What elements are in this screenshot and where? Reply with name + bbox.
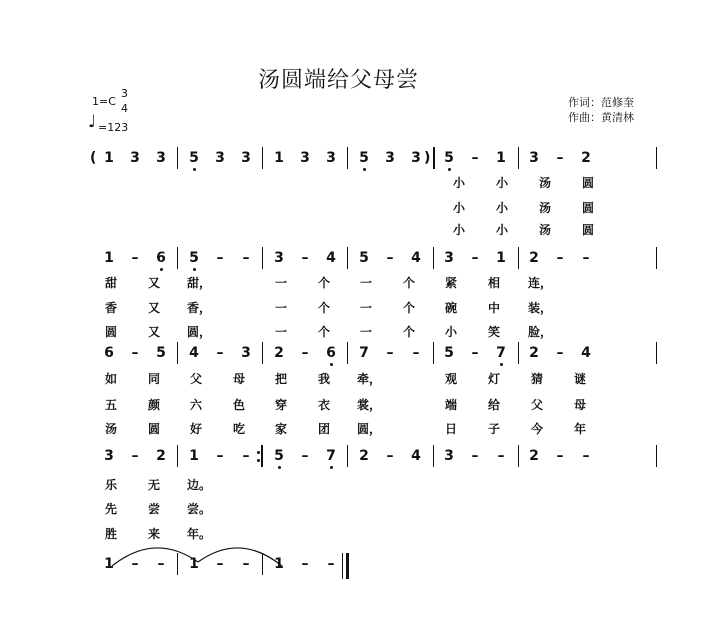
octave-dot [500, 363, 503, 366]
lyric-char: 尝。 [187, 502, 212, 516]
lyric-char: 甜 [104, 276, 117, 290]
note-numeral: 3 [444, 448, 454, 464]
octave-dot [193, 168, 196, 171]
duration-dash: – [301, 556, 309, 572]
lyric-char: 年。 [187, 527, 212, 541]
lyric-char: 个 [402, 276, 415, 290]
lyric-char: 尝 [147, 502, 160, 516]
time-signature-bottom: 4 [121, 102, 128, 115]
note-numeral: 1 [274, 556, 284, 572]
lyric-char: 圆 [147, 422, 160, 436]
note-numeral: 6 [326, 345, 336, 361]
note-numeral: 4 [189, 345, 199, 361]
bar-line [433, 445, 434, 467]
note-numeral: 7 [326, 448, 336, 464]
lyric-char: 父 [189, 372, 202, 386]
lyric-char: 汤 [104, 422, 117, 436]
note-numeral: 4 [411, 250, 421, 266]
lyric-char: 母 [232, 372, 245, 386]
note-numeral: 3 [241, 345, 251, 361]
bar-line [433, 342, 434, 364]
lyric-char: 同 [147, 372, 160, 386]
bar-line [177, 553, 178, 575]
note-numeral: 2 [529, 448, 539, 464]
duration-dash: – [412, 345, 420, 361]
repeat-bar [433, 147, 435, 169]
note-numeral: 3 [241, 150, 251, 166]
bar-line [177, 147, 178, 169]
duration-dash: – [242, 250, 250, 266]
note-numeral: 4 [326, 250, 336, 266]
bar-line [347, 147, 348, 169]
duration-dash: – [131, 448, 139, 464]
song-title: 汤圆端给父母尝 [258, 68, 420, 93]
duration-dash: – [582, 448, 590, 464]
lyric-char: 衣 [317, 398, 330, 412]
note-numeral: 3 [529, 150, 539, 166]
bar-line [518, 342, 519, 364]
lyric-char: 小 [452, 223, 465, 237]
bar-line [262, 147, 263, 169]
duration-dash: – [386, 345, 394, 361]
lyric-char: 我 [317, 372, 330, 386]
lyric-char: 圆， [357, 422, 382, 436]
note-numeral: 2 [581, 150, 591, 166]
duration-dash: – [131, 556, 139, 572]
duration-dash: – [301, 345, 309, 361]
lyric-char: 家 [274, 422, 287, 436]
time-signature-top: 3 [121, 87, 128, 100]
lyric-char: 小 [495, 201, 508, 215]
lyric-char: 日 [444, 422, 457, 436]
intro-close-paren: ) [424, 150, 431, 166]
bar-line [656, 247, 657, 269]
lyric-char: 圆， [187, 325, 212, 339]
note-numeral: 4 [581, 345, 591, 361]
note-numeral: 1 [104, 150, 114, 166]
duration-dash: – [327, 556, 335, 572]
note-numeral: 5 [444, 150, 454, 166]
final-bar-thin [342, 553, 343, 579]
note-numeral: 5 [359, 250, 369, 266]
note-numeral: 5 [189, 150, 199, 166]
duration-dash: – [301, 448, 309, 464]
lyric-char: 一 [274, 325, 287, 339]
note-numeral: 3 [444, 250, 454, 266]
lyric-char: 一 [274, 301, 287, 315]
final-bar-thick [346, 553, 349, 579]
lyric-char: 汤 [538, 201, 551, 215]
lyric-char: 脸， [528, 325, 553, 339]
note-numeral: 2 [359, 448, 369, 464]
note-numeral: 5 [274, 448, 284, 464]
lyric-char: 穿 [274, 398, 287, 412]
bar-line [656, 342, 657, 364]
lyric-char: 又 [147, 276, 160, 290]
note-numeral: 5 [444, 345, 454, 361]
note-numeral: 4 [411, 448, 421, 464]
duration-dash: – [471, 150, 479, 166]
duration-dash: – [216, 556, 224, 572]
lyric-char: 把 [274, 372, 287, 386]
lyric-char: 香， [187, 301, 212, 315]
octave-dot [193, 268, 196, 271]
duration-dash: – [556, 345, 564, 361]
note-numeral: 2 [529, 250, 539, 266]
duration-dash: – [386, 448, 394, 464]
duration-dash: – [471, 250, 479, 266]
lyric-char: 个 [317, 301, 330, 315]
note-numeral: 1 [496, 150, 506, 166]
lyric-char: 连， [528, 276, 553, 290]
note-numeral: 3 [385, 150, 395, 166]
lyric-char: 一 [274, 276, 287, 290]
duration-dash: – [131, 250, 139, 266]
lyric-char: 甜， [187, 276, 212, 290]
note-numeral: 3 [130, 150, 140, 166]
lyric-char: 一 [359, 301, 372, 315]
bar-line [262, 247, 263, 269]
lyric-char: 今 [530, 422, 543, 436]
note-numeral: 3 [215, 150, 225, 166]
note-numeral: 1 [274, 150, 284, 166]
intro-open-paren: ( [90, 150, 97, 166]
lyric-char: 母 [573, 398, 586, 412]
octave-dot [363, 168, 366, 171]
key-signature: 1=C [92, 95, 116, 108]
lyric-char: 灯 [487, 372, 500, 386]
duration-dash: – [242, 556, 250, 572]
lyric-char: 乐 [104, 478, 117, 492]
duration-dash: – [556, 150, 564, 166]
tempo-marking: =123 [98, 121, 129, 134]
duration-dash: – [471, 345, 479, 361]
lyric-char: 六 [189, 398, 202, 412]
lyricist-credit: 作词：范修奎 [568, 96, 634, 109]
bar-line [518, 247, 519, 269]
lyric-char: 颜 [147, 398, 160, 412]
lyric-char: 谜 [573, 372, 586, 386]
lyric-char: 猜 [530, 372, 543, 386]
lyric-char: 中 [487, 301, 500, 315]
lyric-char: 小 [495, 223, 508, 237]
lyric-char: 五 [104, 398, 117, 412]
bar-line [347, 247, 348, 269]
lyric-char: 色 [232, 398, 245, 412]
duration-dash: – [386, 250, 394, 266]
lyric-char: 小 [444, 325, 457, 339]
octave-dot [448, 168, 451, 171]
octave-dot [330, 363, 333, 366]
lyric-char: 小 [452, 176, 465, 190]
lyric-char: 边。 [187, 478, 212, 492]
octave-dot [330, 466, 333, 469]
lyric-char: 圆 [104, 325, 117, 339]
lyric-char: 观 [444, 372, 457, 386]
note-numeral: 1 [104, 250, 114, 266]
bar-line [177, 342, 178, 364]
octave-dot [160, 268, 163, 271]
lyric-char: 个 [402, 325, 415, 339]
octave-dot [278, 466, 281, 469]
note-numeral: 1 [496, 250, 506, 266]
repeat-bar [261, 445, 263, 467]
duration-dash: – [301, 250, 309, 266]
note-numeral: 5 [359, 150, 369, 166]
note-numeral: 7 [359, 345, 369, 361]
lyric-char: 好 [189, 422, 202, 436]
lyric-char: 圆 [581, 201, 594, 215]
lyric-char: 小 [452, 201, 465, 215]
repeat-dot [257, 459, 260, 462]
duration-dash: – [556, 250, 564, 266]
lyric-char: 紧 [444, 276, 457, 290]
note-numeral: 3 [411, 150, 421, 166]
note-numeral: 3 [300, 150, 310, 166]
bar-line [177, 247, 178, 269]
lyric-char: 子 [487, 422, 500, 436]
note-numeral: 2 [156, 448, 166, 464]
lyric-char: 又 [147, 325, 160, 339]
duration-dash: – [131, 345, 139, 361]
duration-dash: – [216, 250, 224, 266]
note-numeral: 7 [496, 345, 506, 361]
repeat-dot [257, 451, 260, 454]
lyric-char: 碗 [444, 301, 457, 315]
lyric-char: 一 [359, 325, 372, 339]
lyric-char: 给 [487, 398, 500, 412]
duration-dash: – [497, 448, 505, 464]
note-numeral: 5 [156, 345, 166, 361]
lyric-char: 端 [444, 398, 457, 412]
bar-line [518, 147, 519, 169]
lyric-char: 如 [104, 372, 117, 386]
bar-line [347, 445, 348, 467]
lyric-char: 年 [573, 422, 586, 436]
composer-credit: 作曲：黄清林 [568, 111, 634, 124]
lyric-char: 裳， [357, 398, 382, 412]
bar-line [656, 445, 657, 467]
bar-line [262, 342, 263, 364]
lyric-char: 圆 [581, 223, 594, 237]
lyric-char: 团 [317, 422, 330, 436]
lyric-char: 无 [147, 478, 160, 492]
lyric-char: 相 [487, 276, 500, 290]
lyric-char: 个 [317, 276, 330, 290]
duration-dash: – [582, 250, 590, 266]
note-numeral: 2 [529, 345, 539, 361]
note-numeral: 5 [189, 250, 199, 266]
lyric-char: 先 [104, 502, 117, 516]
bar-line [347, 342, 348, 364]
lyric-char: 圆 [581, 176, 594, 190]
note-numeral: 1 [189, 556, 199, 572]
note-numeral: 2 [274, 345, 284, 361]
note-numeral: 3 [104, 448, 114, 464]
lyric-char: 一 [359, 276, 372, 290]
duration-dash: – [242, 448, 250, 464]
bar-line [177, 445, 178, 467]
lyric-char: 香 [104, 301, 117, 315]
lyric-char: 父 [530, 398, 543, 412]
bar-line [262, 553, 263, 575]
bar-line [656, 147, 657, 169]
lyric-char: 汤 [538, 223, 551, 237]
note-numeral: 6 [104, 345, 114, 361]
lyric-char: 小 [495, 176, 508, 190]
bar-line [518, 445, 519, 467]
lyric-char: 胜 [104, 527, 117, 541]
duration-dash: – [157, 556, 165, 572]
note-numeral: 3 [274, 250, 284, 266]
note-numeral: 1 [189, 448, 199, 464]
duration-dash: – [216, 345, 224, 361]
note-numeral: 6 [156, 250, 166, 266]
lyric-char: 汤 [538, 176, 551, 190]
note-numeral: 3 [326, 150, 336, 166]
lyric-char: 来 [147, 527, 160, 541]
lyric-char: 装， [528, 301, 553, 315]
bar-line [433, 247, 434, 269]
note-numeral: 3 [156, 150, 166, 166]
lyric-char: 吃 [232, 422, 245, 436]
lyric-char: 牵， [357, 372, 382, 386]
quarter-note-icon: ♩ [88, 112, 97, 132]
duration-dash: – [471, 448, 479, 464]
lyric-char: 笑 [487, 325, 500, 339]
note-numeral: 1 [104, 556, 114, 572]
lyric-char: 个 [317, 325, 330, 339]
lyric-char: 又 [147, 301, 160, 315]
lyric-char: 个 [402, 301, 415, 315]
duration-dash: – [216, 448, 224, 464]
duration-dash: – [556, 448, 564, 464]
